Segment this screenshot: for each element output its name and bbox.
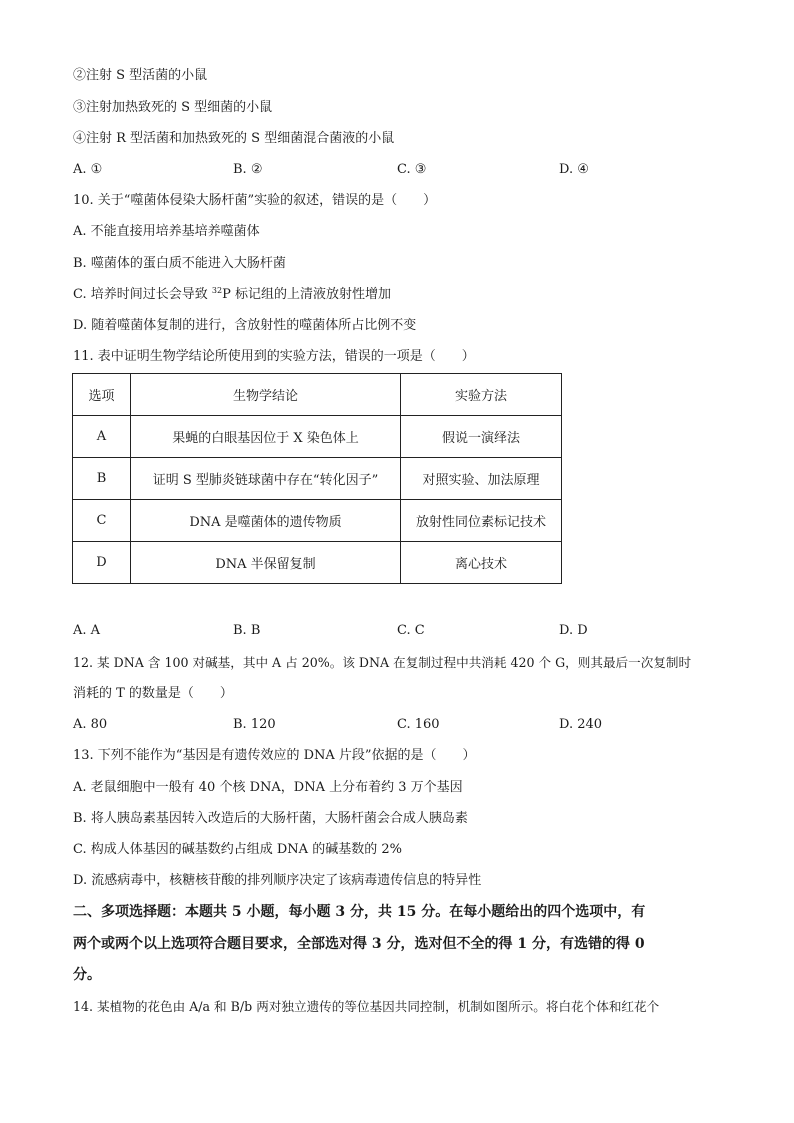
table-cell: D: [73, 542, 131, 584]
q11-option-a: A. A: [73, 623, 101, 638]
q11-option-b: B. B: [233, 623, 261, 638]
q13-option-c: C. 构成人体基因的碱基数约占组成 DNA 的碱基数的 2%: [73, 842, 402, 857]
q10-option-c: [73, 286, 391, 304]
q10-option-c-superscript: 32: [211, 286, 223, 295]
q12-option-a: A. 80: [73, 717, 108, 732]
table-cell: 假说一演绎法: [401, 416, 562, 458]
q9-option-b: B. ②: [233, 162, 263, 177]
q10-option-b: B. 噬菌体的蛋白质不能进入大肠杆菌: [73, 256, 286, 271]
q10-option-a: A. 不能直接用培养基培养噬菌体: [73, 224, 260, 239]
table-cell: B: [73, 458, 131, 500]
q13-option-a: A. 老鼠细胞中一般有 40 个核 DNA，DNA 上分布着约 3 万个基因: [73, 780, 463, 795]
q10-option-c-text-rest: P 标记组的上清液放射性增加: [222, 287, 391, 302]
q13-option-d: D. 流感病毒中，核糖核苷酸的排列顺序决定了该病毒遗传信息的特异性: [73, 873, 482, 888]
table-cell: DNA 是噬菌体的遗传物质: [131, 500, 401, 542]
q12-option-d: D. 240: [559, 717, 603, 732]
table-header-cell: 实验方法: [401, 374, 562, 416]
q10-option-c-text: C. 培养时间过长会导致: [73, 287, 212, 302]
q13-option-b: B. 将人胰岛素基因转入改造后的大肠杆菌，大肠杆菌会合成人胰岛素: [73, 811, 468, 826]
q10-stem: 10. 关于“噬菌体侵染大肠杆菌”实验的叙述，错误的是（ ）: [73, 193, 437, 208]
section-2-heading-line-1: 二、多项选择题：本题共 5 小题，每小题 3 分，共 15 分。在每小题给出的四个选项中，有: [73, 904, 646, 920]
table-cell: 放射性同位素标记技术: [401, 500, 562, 542]
table-cell: DNA 半保留复制: [131, 542, 401, 584]
q9-option-c: C. ③: [397, 162, 427, 177]
table-row: [73, 458, 562, 500]
table-header-cell: 生物学结论: [131, 374, 401, 416]
q12-option-c: C. 160: [397, 717, 440, 732]
q11-option-c: C. C: [397, 623, 425, 638]
q9-item-2: ②注射 S 型活菌的小鼠: [73, 68, 208, 83]
q12-option-b: B. 120: [233, 717, 276, 732]
q14-stem-line-1: 14. 某植物的花色由 A/a 和 B/b 两对独立遗传的等位基因共同控制，机制如图所示。将白花个体和红花个: [73, 999, 660, 1014]
q11-stem: 11. 表中证明生物学结论所使用到的实验方法，错误的一项是（ ）: [73, 349, 475, 364]
table-cell: C: [73, 500, 131, 542]
table-cell: 果蝇的白眼基因位于 X 染色体上: [131, 416, 401, 458]
table-row: [73, 500, 562, 542]
table-row: [73, 416, 562, 458]
q12-stem-line-2: 消耗的 T 的数量是（ ）: [73, 686, 233, 701]
q11-option-d: D. D: [559, 623, 588, 638]
table-cell: 对照实验、加法原理: [401, 458, 562, 500]
q12-stem-line-1: 12. 某 DNA 含 100 对碱基，其中 A 占 20%。该 DNA 在复制过程中共消耗 420 个 G，则其最后一次复制时: [73, 655, 692, 670]
table-header-cell: 选项: [73, 374, 131, 416]
section-2-heading-line-2: 两个或两个以上选项符合题目要求，全部选对得 3 分，选对但不全的得 1 分，有选错的得 0: [73, 936, 645, 952]
table-header-row: [73, 374, 562, 416]
q9-option-d: D. ④: [559, 162, 589, 177]
table-row: [73, 542, 562, 584]
q9-option-a: A. ①: [73, 162, 103, 177]
q9-item-4: ④注射 R 型活菌和加热致死的 S 型细菌混合菌液的小鼠: [73, 131, 395, 146]
table-cell: 证明 S 型肺炎链球菌中存在“转化因子”: [131, 458, 401, 500]
table-cell: 离心技术: [401, 542, 562, 584]
q10-option-d: D. 随着噬菌体复制的进行，含放射性的噬菌体所占比例不变: [73, 318, 417, 333]
table-cell: A: [73, 416, 131, 458]
q9-item-3: ③注射加热致死的 S 型细菌的小鼠: [73, 100, 273, 115]
q13-stem: 13. 下列不能作为“基因是有遗传效应的 DNA 片段”依据的是（ ）: [73, 748, 476, 763]
section-2-heading-line-3: 分。: [73, 967, 101, 983]
q11-table: [72, 373, 562, 584]
